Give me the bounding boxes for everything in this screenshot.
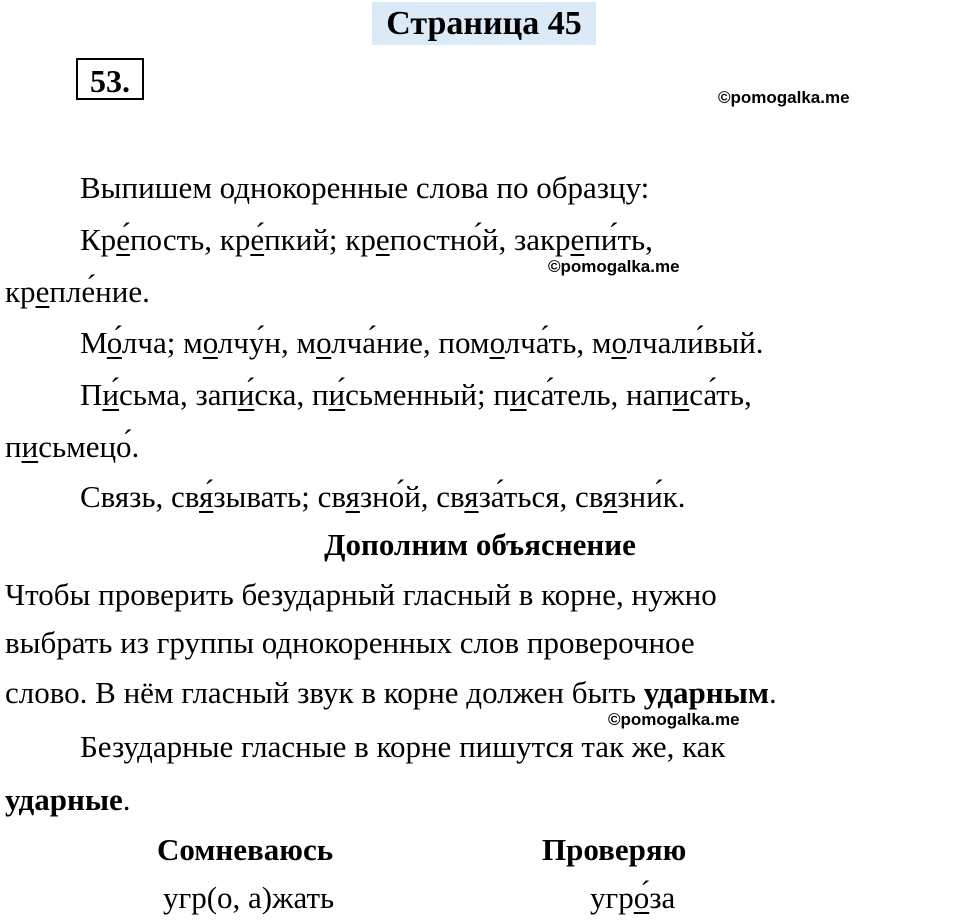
- text-segment: лча́ть, м: [504, 325, 612, 360]
- underlined-vowel: е: [35, 274, 50, 309]
- text-segment: выбрать из группы однокоренных слов проверочное: [5, 625, 695, 660]
- text-line: [80, 479, 685, 515]
- column-header-check: [542, 832, 686, 868]
- underlined-vowel: я́: [199, 479, 214, 514]
- text-segment: ска, п: [254, 377, 329, 412]
- text-segment: сьмецо́.: [38, 429, 140, 464]
- underlined-vowel: е́: [250, 222, 265, 257]
- bold-text: ударным: [643, 675, 769, 710]
- text-segment: зывать; св: [213, 479, 346, 514]
- text-segment: лчали́вый.: [626, 325, 764, 360]
- page-title: Страница 45: [372, 2, 596, 45]
- text-segment: П: [80, 377, 103, 412]
- header-text: Сомневаюсь: [157, 832, 334, 867]
- underlined-vowel: и: [672, 377, 690, 412]
- watermark: ©pomogalka.me: [718, 88, 850, 107]
- text-segment: са́тель, нап: [526, 377, 673, 412]
- text-segment: Безударные гласные в корне пишутся так же, как: [80, 729, 726, 764]
- underlined-vowel: о: [202, 325, 218, 360]
- text-segment: лча; м: [121, 325, 203, 360]
- text-segment: Кр: [80, 222, 117, 257]
- column-header-doubt: [157, 832, 333, 868]
- text-line: [5, 625, 695, 661]
- text-segment: п: [5, 429, 22, 464]
- text-line: [5, 429, 139, 465]
- exercise-number: 53.: [76, 58, 144, 100]
- underlined-vowel: о: [611, 325, 627, 360]
- text-line: [5, 782, 131, 818]
- text-segment: пле́ние.: [49, 274, 150, 309]
- text-segment: за́ться, св: [478, 479, 603, 514]
- text-segment: слово. В нём гласный звук в корне должен быть: [5, 675, 644, 710]
- text-segment: са́ть,: [689, 377, 752, 412]
- underlined-vowel: о: [316, 325, 332, 360]
- underlined-vowel: я: [602, 479, 618, 514]
- text-segment: за: [649, 880, 676, 915]
- bold-text: ударные: [5, 782, 123, 817]
- text-segment: пость, кр: [129, 222, 251, 257]
- underlined-vowel: е: [570, 222, 585, 257]
- bold-text: Дополним объяснение: [324, 527, 636, 562]
- underlined-vowel: о: [489, 325, 505, 360]
- underlined-vowel: е: [375, 222, 390, 257]
- text-segment: сьма, зап: [118, 377, 238, 412]
- text-segment: зни́к.: [617, 479, 686, 514]
- table-cell-check: [590, 880, 675, 916]
- header-text: Проверяю: [542, 832, 687, 867]
- text-line: [80, 325, 764, 361]
- text-segment: постно́й, закр: [389, 222, 571, 257]
- text-segment: кр: [5, 274, 36, 309]
- underlined-vowel: е́: [116, 222, 130, 257]
- text-line: [0, 527, 960, 563]
- text-segment: лча́ние, пом: [331, 325, 490, 360]
- underlined-vowel: о́: [633, 880, 650, 915]
- text-line: [80, 170, 649, 206]
- text-segment: Чтобы проверить безударный гласный в корне, нужно: [5, 577, 717, 612]
- text-line: [80, 222, 653, 258]
- text-line: [5, 274, 150, 310]
- watermark: ©pomogalka.me: [608, 710, 740, 729]
- text-segment: пкий; кр: [264, 222, 376, 257]
- underlined-vowel: и́: [237, 377, 255, 412]
- text-segment: зно́й, св: [359, 479, 465, 514]
- text-segment: Связь, св: [80, 479, 200, 514]
- text-segment: Выпишем однокоренные слова по образцу:: [80, 170, 650, 205]
- underlined-vowel: и́: [328, 377, 346, 412]
- text-segment: .: [768, 675, 777, 710]
- text-line: [80, 377, 752, 413]
- underlined-vowel: и: [509, 377, 527, 412]
- text-segment: сьменный; п: [345, 377, 510, 412]
- text-segment: пи́ть,: [584, 222, 653, 257]
- text-segment: лчу́н, м: [217, 325, 317, 360]
- text-segment: .: [122, 782, 131, 817]
- text-segment: М: [80, 325, 107, 360]
- watermark: ©pomogalka.me: [548, 257, 680, 276]
- text-segment: угр: [590, 880, 634, 915]
- text-line: [5, 675, 777, 711]
- underlined-vowel: и: [21, 429, 39, 464]
- underlined-vowel: и́: [102, 377, 119, 412]
- text-line: [80, 729, 726, 765]
- table-cell-doubt: [163, 880, 334, 916]
- underlined-vowel: я: [464, 479, 479, 514]
- text-line: [5, 577, 717, 613]
- text-segment: угр(о, а)жать: [163, 880, 335, 915]
- underlined-vowel: о́: [106, 325, 122, 360]
- underlined-vowel: я: [345, 479, 360, 514]
